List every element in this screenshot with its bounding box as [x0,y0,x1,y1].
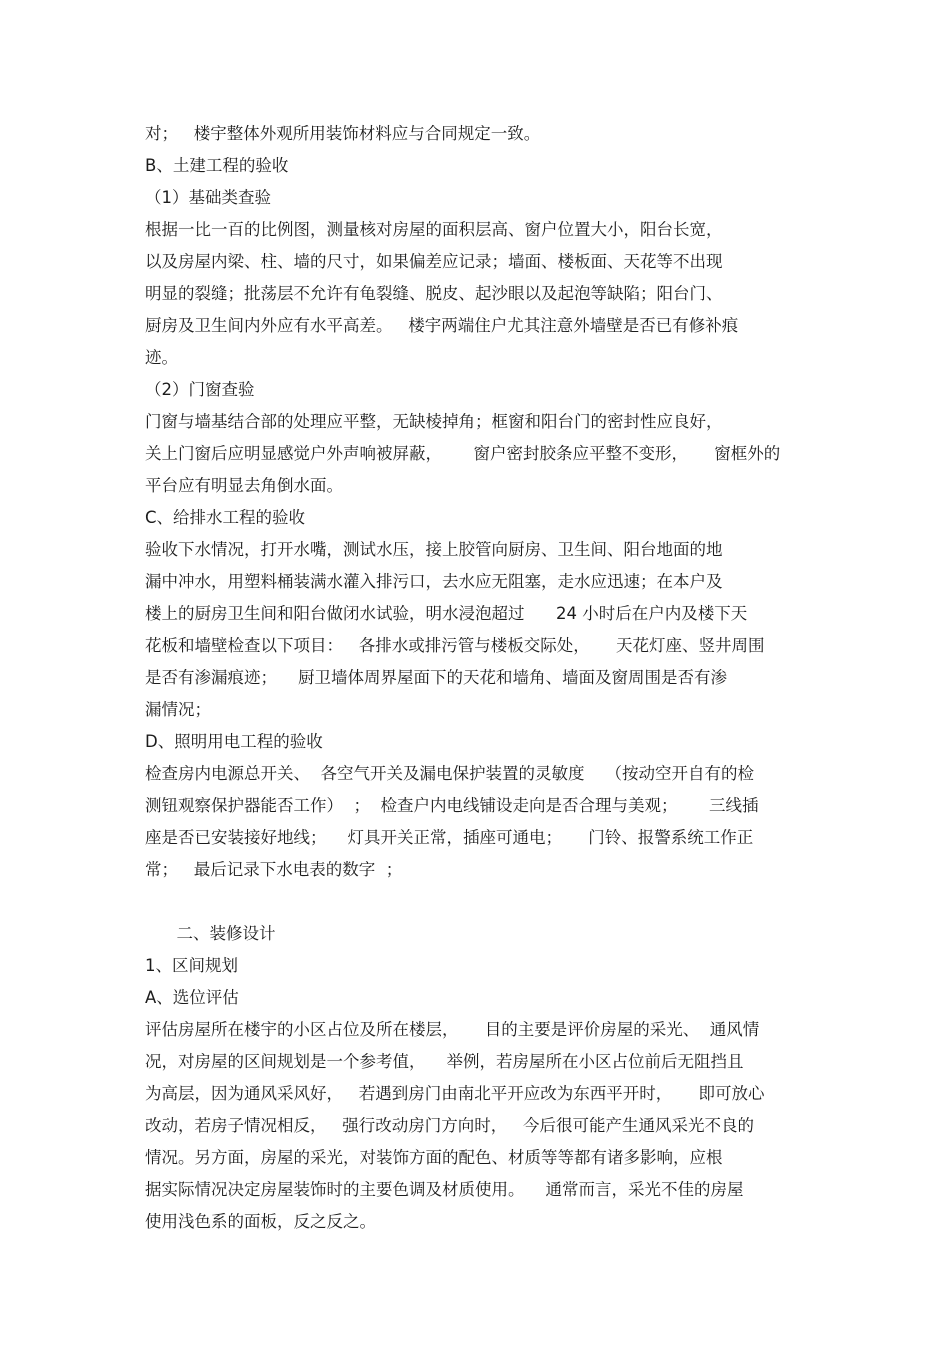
text-line: 关上门窗后应明显感觉户外声响被屏蔽， 窗户密封胶条应平整不变形， 窗框外的 [145,444,781,463]
text-line: 明显的裂缝；批荡层不允许有龟裂缝、脱皮、起沙眼以及起泡等缺陷；阳台门、 [145,284,723,303]
text-line: 常； 最后记录下水电表的数字 ； [145,860,403,879]
section-heading: C、给排水工程的验收 [145,508,306,527]
text-line: 花板和墙壁检查以下项目： 各排水或排污管与楼板交际处， 天花灯座、竖井周围 [145,636,765,655]
section-heading: B、土建工程的验收 [145,156,289,175]
text-line: 迹。 [145,348,178,367]
blank-line [145,886,815,918]
text-line: 况，对房屋的区间规划是一个参考值， 举例，若房屋所在小区占位前后无阻挡且 [145,1052,744,1071]
section-heading: 1、区间规划 [145,956,238,975]
text-line: 根据一比一百的比例图，测量核对房屋的面积层高、窗户位置大小，阳台长宽， [145,220,723,239]
text-line: 据实际情况决定房屋装饰时的主要色调及材质使用。 通常而言，采光不佳的房屋 [145,1180,744,1199]
text-line: 情况。另方面，房屋的采光，对装饰方面的配色、材质等等都有诸多影响，应根 [145,1148,723,1167]
text-line: 测钮观察保护器能否工作） ； 检查户内电线铺设走向是否合理与美观； 三线插 [145,796,759,815]
chapter-heading: 二、装修设计 [145,924,276,943]
section-heading: D、照明用电工程的验收 [145,732,323,751]
text-line: 评估房屋所在楼宇的小区占位及所在楼层， 目的主要是评价房屋的采光、 通风情 [145,1020,760,1039]
text-line: 验收下水情况，打开水嘴，测试水压，接上胶管向厨房、卫生间、阳台地面的地 [145,540,723,559]
text-line: 以及房屋内梁、柱、墙的尺寸，如果偏差应记录；墙面、楼板面、天花等不出现 [145,252,723,271]
subsection-heading: （1）基础类查验 [145,188,271,207]
text-line: 座是否已安装接好地线； 灯具开关正常，插座可通电； 门铃、报警系统工作正 [145,828,754,847]
text-line: 改动，若房子情况相反， 强行改动房门方向时， 今后很可能产生通风采光不良的 [145,1116,754,1135]
text-line: 楼上的厨房卫生间和阳台做闭水试验，明水浸泡超过 24 小时后在户内及楼下天 [145,604,748,623]
text-line: 平台应有明显去角倒水面。 [145,476,343,495]
text-line: 厨房及卫生间内外应有水平高差。 楼宇两端住户尤其注意外墙壁是否已有修补痕 [145,316,739,335]
text-line: 为高层，因为通风采风好， 若遇到房门由南北平开应改为东西平开时， 即可放心 [145,1084,765,1103]
document-body [145,118,815,1238]
text-line: 门窗与墙基结合部的处理应平整，无缺棱掉角；框窗和阳台门的密封性应良好， [145,412,723,431]
text-line: 漏中冲水，用塑料桶装满水灌入排污口，去水应无阻塞，走水应迅速；在本户及 [145,572,723,591]
subsection-heading: A、选位评估 [145,988,239,1007]
subsection-heading: （2）门窗查验 [145,380,255,399]
text-line: 是否有渗漏痕迹； 厨卫墙体周界屋面下的天花和墙角、墙面及窗周围是否有渗 [145,668,727,687]
text-line: 使用浅色系的面板，反之反之。 [145,1212,376,1231]
text-line: 漏情况； [145,700,211,719]
text-line: 对； 楼宇整体外观所用装饰材料应与合同规定一致。 [145,124,541,143]
text-line: 检查房内电源总开关、 各空气开关及漏电保护装置的灵敏度 （按动空开自有的检 [145,764,754,783]
